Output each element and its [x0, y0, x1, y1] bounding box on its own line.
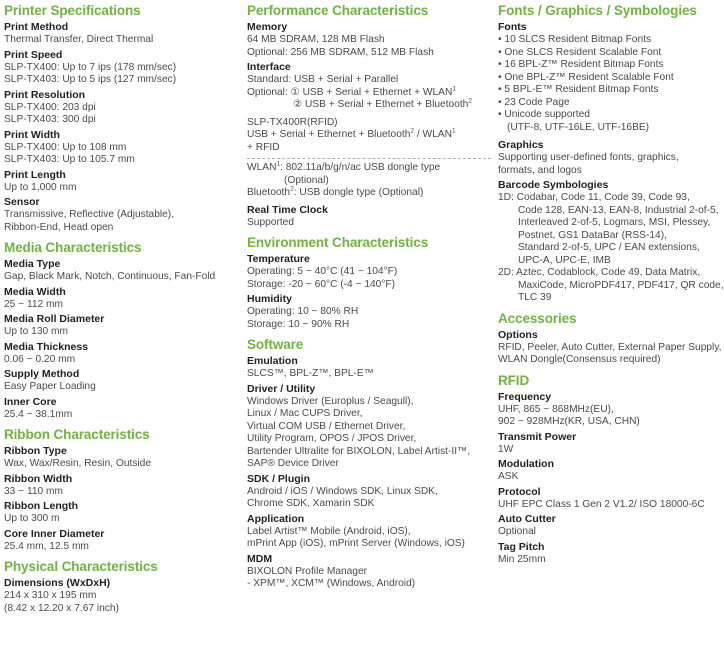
driver-line: Bartender Ultralite for BIXOLON, Label Artist-II™, [247, 445, 471, 457]
rfid-interface-line2: + RFID [247, 141, 280, 153]
core-inner-diameter-value: 25.4 mm, 12.5 mm [4, 540, 89, 552]
protocol-label: Protocol [498, 485, 541, 498]
dimensions-group [4, 577, 240, 615]
media-thickness-label: Media Thickness [4, 340, 89, 353]
ribbon-length-group [4, 500, 240, 526]
print-resolution-label: Print Resolution [4, 88, 86, 101]
core-inner-diameter-group [4, 528, 240, 554]
barcode-2d-line: 2D: Aztec, Codablock, Code 49, Data Matrix, [498, 267, 701, 278]
rfid-interface-line1 [247, 129, 491, 142]
humidity-group [247, 293, 491, 331]
ribbon-type-label: Ribbon Type [4, 445, 67, 457]
barcode-2d-line: MaxiCode, MicroPDF417, PDF417, QR code, [518, 279, 724, 291]
transmit-power-value: 1W [498, 443, 514, 455]
auto-cutter-label: Auto Cutter [498, 513, 556, 525]
supply-method-value: Easy Paper Loading [4, 381, 96, 392]
print-speed-label: Print Speed [4, 48, 63, 61]
interface-optional-2 [247, 99, 491, 112]
rfid-title: RFID [498, 372, 530, 388]
wlan-note-sup: 1 [276, 160, 281, 168]
performance-characteristics-title: Performance Characteristics [247, 3, 429, 18]
interface-optional-1-text: Optional: ① USB + Serial + Ethernet + WLAN [247, 86, 453, 98]
barcode-label: Barcode Symbologies [498, 179, 609, 191]
real-time-clock-group [247, 204, 491, 230]
wlan-note-text: : 802.11a/b/g/n/ac USB dongle type [280, 162, 441, 173]
bluetooth-note [247, 187, 491, 200]
graphics-label: Graphics [498, 139, 544, 151]
modulation-value: ASK [498, 471, 519, 482]
real-time-clock-label: Real Time Clock [247, 203, 328, 216]
print-method-label: Print Method [4, 21, 69, 33]
options-label: Options [498, 328, 538, 341]
printer-specifications-title: Printer Specifications [4, 3, 141, 18]
frequency-line: UHF, 865 ~ 868MHz(EU), [498, 403, 614, 415]
bluetooth-note-sup: 2 [290, 185, 294, 193]
ribbon-length-label: Ribbon Length [4, 500, 79, 512]
graphics-group [498, 139, 722, 177]
sdk-plugin-label: SDK / Plugin [247, 472, 310, 485]
rfid-interface-sup2: 1 [451, 127, 456, 135]
emulation-label: Emulation [247, 355, 298, 367]
font-item: • 23 Code Page [498, 96, 570, 108]
print-speed-tx400: SLP-TX400: Up to 7 ips (178 mm/sec) [4, 61, 177, 73]
tag-pitch-label: Tag Pitch [498, 540, 545, 553]
print-resolution-tx403: SLP-TX403: 300 dpi [4, 114, 96, 125]
dimensions-label: Dimensions (WxDxH) [4, 577, 111, 589]
driver-line: SAP® Device Driver [247, 458, 339, 469]
mdm-label: MDM [247, 552, 273, 565]
transmit-power-group [498, 431, 722, 457]
font-item: • 10 SLCS Resident Bitmap Fonts [498, 34, 652, 45]
dimensions-inch: (8.42 x 12.20 x 7.67 inch) [4, 602, 119, 614]
dashed-divider [247, 158, 491, 159]
interface-group [247, 61, 491, 154]
inner-core-value: 25.4 ~ 38.1mm [4, 408, 73, 420]
rfid-interface-text: USB + Serial + Ethernet + Bluetooth [247, 129, 411, 140]
notes-group [247, 162, 491, 200]
options-group [498, 329, 722, 367]
driver-line: Linux / Mac CUPS Driver, [247, 408, 363, 419]
supply-method-group [4, 368, 240, 394]
bluetooth-note-text: : USB dongle type (Optional) [293, 187, 424, 198]
software-title: Software [247, 337, 304, 352]
interface-optional-2-sup: 2 [468, 97, 472, 105]
font-item: • One BPL-Z™ Resident Scalable Font [498, 71, 674, 83]
rfid-interface-mid: / WLAN [414, 129, 452, 140]
core-inner-diameter-label: Core Inner Diameter [4, 527, 105, 540]
supply-method-label: Supply Method [4, 368, 80, 380]
column-middle [247, 2, 491, 596]
environment-characteristics-section [247, 234, 491, 331]
print-width-tx403: SLP-TX403: Up to 105.7 mm [4, 154, 135, 165]
dimensions-mm: 214 x 310 x 195 mm [4, 590, 97, 601]
options-line: WLAN Dongle(Consensus required) [498, 354, 661, 365]
print-resolution-tx400: SLP-TX400: 203 dpi [4, 101, 96, 113]
sensor-value-line1: Transmissive, Reflective (Adjustable), [4, 209, 175, 220]
barcode-1d-line: Postnet, GS1 DataBar (RSS-14), [518, 229, 667, 241]
print-length-label: Print Length [4, 168, 66, 181]
printer-specifications-section [4, 2, 240, 234]
rfid-interface-sup1: 2 [410, 127, 415, 135]
environment-characteristics-title: Environment Characteristics [247, 235, 429, 250]
sdk-plugin-group [247, 473, 491, 511]
sensor-label: Sensor [4, 196, 40, 208]
graphics-line: Supporting user-defined fonts, graphics, [498, 152, 679, 163]
accessories-title: Accessories [498, 310, 577, 326]
memory-line2: Optional: 256 MB SDRAM, 512 MB Flash [247, 46, 434, 58]
barcode-1d-line: Interleaved 2-of-5, Logmars, MSI, Plessey, [518, 217, 711, 228]
fonts-label: Fonts [498, 21, 527, 33]
wlan-note-label: WLAN [247, 162, 277, 173]
tag-pitch-group [498, 541, 722, 567]
application-label: Application [247, 512, 305, 525]
driver-utility-group [247, 383, 491, 471]
sensor-value-line2: Ribbon-End, Head open [4, 221, 114, 233]
font-item: • One SLCS Resident Scalable Font [498, 46, 662, 58]
print-length-group [4, 169, 240, 195]
barcode-1d-line: Standard 2-of-5, UPC / EAN extensions, [518, 242, 700, 253]
ribbon-width-label: Ribbon Width [4, 472, 73, 485]
humidity-label: Humidity [247, 293, 292, 305]
interface-optional-2-text: ② USB + Serial + Ethernet + Bluetooth [293, 99, 469, 110]
frequency-label: Frequency [498, 390, 552, 403]
column-right [498, 2, 722, 571]
rfid-model: SLP-TX400R(RFID) [247, 116, 338, 128]
print-method-value: Thermal Transfer, Direct Thermal [4, 34, 154, 45]
tag-pitch-value: Min 25mm [498, 553, 546, 565]
frequency-line: 902 ~ 928MHz(KR, USA, CHN) [498, 416, 640, 427]
fonts-graphics-title: Fonts / Graphics / Symbologies [498, 3, 697, 18]
column-left [4, 2, 240, 620]
media-type-group [4, 258, 240, 284]
media-roll-label: Media Roll Diameter [4, 313, 105, 325]
font-item: • 16 BPL-Z™ Resident Bitmap Fonts [498, 59, 664, 70]
media-width-group [4, 286, 240, 312]
wlan-note [247, 162, 491, 175]
print-width-group [4, 129, 240, 167]
inner-core-group [4, 396, 240, 422]
interface-optional-1-sup: 1 [452, 85, 456, 93]
media-characteristics-title: Media Characteristics [4, 240, 142, 255]
real-time-clock-value: Supported [247, 216, 295, 228]
memory-label: Memory [247, 21, 288, 33]
auto-cutter-group [498, 513, 722, 539]
ribbon-width-value: 33 ~ 110 mm [4, 485, 63, 497]
barcode-1d-line: Code 128, EAN-13, EAN-8, Industrial 2-of-5, [518, 204, 719, 216]
modulation-group [498, 458, 722, 484]
transmit-power-label: Transmit Power [498, 430, 577, 443]
physical-characteristics-title: Physical Characteristics [4, 559, 158, 574]
memory-group [247, 21, 491, 59]
media-type-value: Gap, Black Mark, Notch, Continuous, Fan-Fold [4, 271, 216, 282]
ribbon-type-value: Wax, Wax/Resin, Resin, Outside [4, 458, 152, 469]
barcode-group [498, 179, 722, 305]
emulation-value: SLCS™, BPL-Z™, BPL-E™ [247, 368, 374, 379]
ribbon-characteristics-section [4, 426, 240, 553]
application-group [247, 513, 491, 551]
performance-characteristics-section [247, 2, 491, 229]
sensor-group [4, 196, 240, 234]
emulation-group [247, 355, 491, 381]
print-width-tx400: SLP-TX400: Up to 108 mm [4, 141, 127, 153]
fonts-graphics-section [498, 2, 722, 305]
software-section [247, 336, 491, 591]
print-speed-group [4, 49, 240, 87]
media-roll-value: Up to 130 mm [4, 326, 68, 337]
humidity-storage: Storage: 10 ~ 90% RH [247, 318, 350, 330]
bluetooth-note-label: Bluetooth [247, 187, 291, 198]
unicode-encodings: (UTF-8, UTF-16LE, UTF-16BE) [507, 121, 650, 133]
temperature-label: Temperature [247, 253, 310, 265]
media-roll-group [4, 313, 240, 339]
barcode-2d-line: TLC 39 [518, 292, 552, 303]
mdm-group [247, 553, 491, 591]
interface-label: Interface [247, 61, 291, 73]
media-thickness-group [4, 341, 240, 367]
graphics-line: formats, and logos [498, 164, 582, 176]
media-width-value: 25 ~ 112 mm [4, 298, 63, 310]
accessories-section [498, 310, 722, 367]
media-width-label: Media Width [4, 285, 66, 298]
barcode-1d-line: 1D: Codabar, Code 11, Code 39, Code 93, [498, 192, 690, 203]
font-item: • Unicode supported [498, 109, 590, 120]
protocol-value: UHF EPC Class 1 Gen 2 V1.2/ ISO 18000-6C [498, 498, 705, 510]
media-thickness-value: 0.06 ~ 0.20 mm [4, 353, 76, 365]
ribbon-width-group [4, 473, 240, 499]
font-item: • 5 BPL-E™ Resident Bitmap Fonts [498, 84, 659, 95]
ribbon-length-value: Up to 300 m [4, 513, 60, 524]
physical-characteristics-section [4, 558, 240, 615]
application-line: Label Artist™ Mobile (Android, iOS), [247, 525, 411, 537]
driver-utility-label: Driver / Utility [247, 382, 316, 395]
ribbon-characteristics-title: Ribbon Characteristics [4, 427, 150, 442]
modulation-label: Modulation [498, 458, 554, 470]
interface-optional-1 [247, 87, 491, 100]
auto-cutter-value: Optional [498, 526, 536, 537]
driver-line: Utility Program, OPOS / JPOS Driver, [247, 433, 417, 444]
interface-standard: Standard: USB + Serial + Parallel [247, 74, 399, 85]
humidity-operating: Operating: 10 ~ 80% RH [247, 306, 359, 317]
mdm-line: - XPM™, XCM™ (Windows, Android) [247, 578, 416, 589]
print-speed-tx403: SLP-TX403: Up to 5 ips (127 mm/sec) [4, 74, 177, 85]
driver-line: Windows Driver (Europlus / Seagull), [247, 395, 414, 407]
temperature-operating: Operating: 5 ~ 40°C (41 ~ 104°F) [247, 266, 398, 277]
temperature-group [247, 253, 491, 291]
temperature-storage: Storage: -20 ~ 60°C (-4 ~ 140°F) [247, 278, 396, 290]
driver-line: Virtual COM USB / Ethernet Driver, [247, 420, 406, 432]
print-width-label: Print Width [4, 128, 60, 141]
barcode-1d-line: UPC-A, UPC-E, IMB [518, 254, 611, 266]
media-characteristics-section [4, 239, 240, 421]
protocol-group [498, 486, 722, 512]
frequency-group [498, 391, 722, 429]
inner-core-label: Inner Core [4, 395, 57, 408]
ribbon-type-group [4, 445, 240, 471]
mdm-line: BIXOLON Profile Manager [247, 565, 368, 577]
print-length-value: Up to 1,000 mm [4, 181, 77, 193]
print-method-group [4, 21, 240, 47]
fonts-group [498, 21, 722, 134]
print-resolution-group [4, 89, 240, 127]
rfid-section [498, 372, 722, 567]
application-line: mPrint App (iOS), mPrint Server (Windows, iOS) [247, 538, 465, 549]
wlan-note-optional: (Optional) [284, 174, 329, 186]
sdk-line: Android / iOS / Windows SDK, Linux SDK, [247, 485, 438, 497]
media-type-label: Media Type [4, 258, 61, 270]
sdk-line: Chrome SDK, Xamarin SDK [247, 498, 375, 509]
options-line: RFID, Peeler, Auto Cutter, External Paper Supply, [498, 341, 722, 353]
memory-line1: 64 MB SDRAM, 128 MB Flash [247, 34, 385, 45]
